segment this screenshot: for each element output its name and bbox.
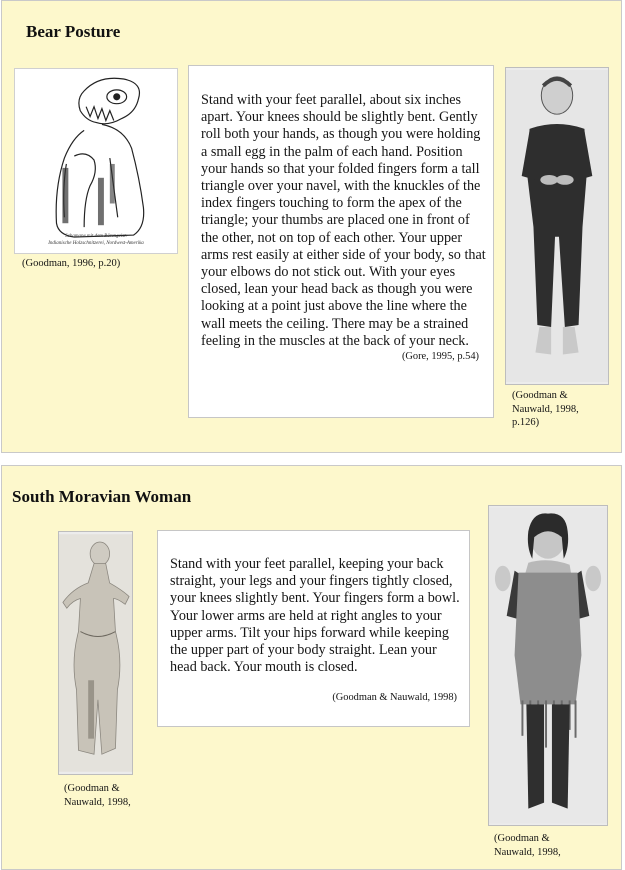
photo-caption: (Goodman & Nauwald, 1998, — [494, 833, 561, 858]
instructions-citation: (Goodman & Nauwald, 1998) — [332, 692, 457, 703]
instructions-text: Stand with your feet parallel, about six inches apart. Your knees should be slightly bent. Gently roll both your hands, as though you were holding a small egg in the palm of each hand. Position your hands so that your folded fingers form a tall triangle over your navel, with the knuckles of the index fingers touching to form the apex of the triangle; your thumbs are placed one in front of the other, not on top of each other. Your upper arms rest easily at either side of your body, so that your elbows do not stick out. With your eyes closed, lean your head back as though you were looking at a point just above the line where the wall meets the ceiling. There may be a strained feeling in the muscles at the back of your neck. — [201, 92, 486, 349]
drawing-inner-caption-1: Schamane mit dem Bärengeist. — [65, 234, 127, 239]
drawing-inner-caption-2: Indianische Holzschnitzerei, Nordwest-Amerika — [48, 241, 144, 246]
south-moravian-woman-panel — [1, 465, 622, 870]
figure-caption: (Goodman & Nauwald, 1998, — [64, 783, 131, 808]
instructions-text: Stand with your feet parallel, keeping your back straight, your legs and your fingers tightly closed, your knees slightly bent. Your fingers form a bowl. Your lower arms are held at right angles to your upper arms. Tilt your hips forward while keeping the upper part of your body straight. Lean your head back. Your mouth is closed. — [170, 556, 460, 676]
clay-figurine-image — [59, 532, 132, 774]
woman-standing-photo — [506, 68, 608, 384]
figure-caption: (Goodman, 1996, p.20) — [22, 258, 121, 269]
bear-carving-drawing — [14, 68, 178, 254]
woman-standing-photo — [489, 506, 607, 825]
instructions-citation: (Gore, 1995, p.54) — [401, 351, 479, 362]
woman-moravian-posture-photo — [488, 505, 608, 826]
instructions-box — [157, 530, 470, 727]
woman-bear-posture-photo — [505, 67, 609, 385]
clay-figurine-photo — [58, 531, 133, 775]
instructions-box — [188, 65, 494, 418]
bear-carving-illustration — [15, 69, 177, 253]
section-title: South Moravian Woman — [12, 487, 192, 506]
bear-posture-panel — [1, 0, 622, 453]
section-title: Bear Posture — [26, 22, 121, 41]
photo-caption: (Goodman & Nauwald, 1998, p.126) — [512, 390, 579, 428]
